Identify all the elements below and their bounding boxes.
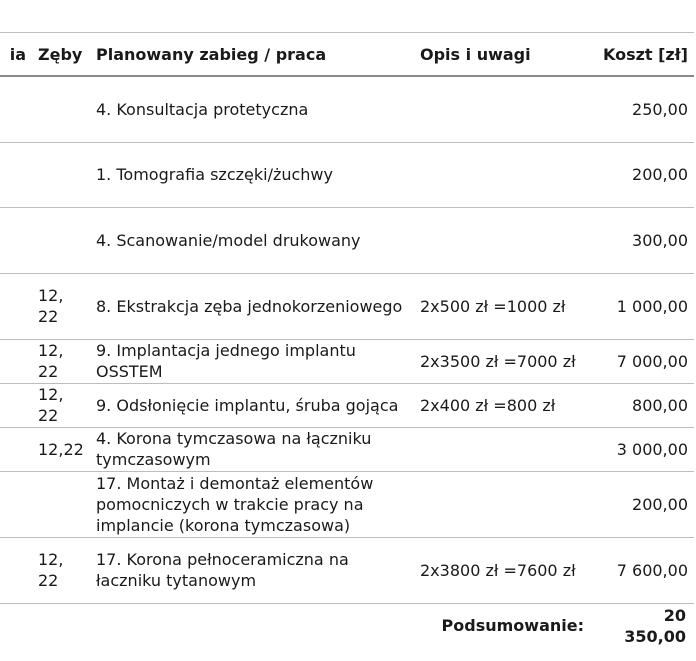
row-cost: 300,00 xyxy=(594,207,694,273)
table-row xyxy=(0,76,694,142)
row-teeth: 12, 22 xyxy=(32,383,90,427)
row-procedure: 4. Korona tymczasowa na łączniku tymczasowym xyxy=(90,427,414,471)
row-partial-cell xyxy=(0,142,32,207)
table-row xyxy=(0,339,694,383)
row-teeth: 12, 22 xyxy=(32,273,90,339)
header-cost: Koszt [zł] xyxy=(594,33,694,77)
row-partial-cell xyxy=(0,207,32,273)
summary-row xyxy=(0,603,694,648)
summary-label: Podsumowanie: xyxy=(441,616,584,635)
row-procedure: 1. Tomografia szczęki/żuchwy xyxy=(90,142,414,207)
table-row xyxy=(0,383,694,427)
header-teeth: Zęby xyxy=(32,33,90,77)
row-partial-cell xyxy=(0,273,32,339)
row-notes xyxy=(414,142,594,207)
table-row xyxy=(0,142,694,207)
row-notes xyxy=(414,207,594,273)
row-teeth: 12, 22 xyxy=(32,537,90,603)
row-notes xyxy=(414,471,594,537)
row-partial-cell xyxy=(0,537,32,603)
row-procedure: 4. Konsultacja protetyczna xyxy=(90,76,414,142)
row-partial-cell xyxy=(0,471,32,537)
row-procedure: 17. Montaż i demontaż elementów pomocniczych w trakcie pracy na implancie (korona tymczasowa) xyxy=(90,471,414,537)
row-notes: 2x500 zł =1000 zł xyxy=(414,273,594,339)
table-row xyxy=(0,471,694,537)
table-header-row xyxy=(0,33,694,77)
table-row xyxy=(0,427,694,471)
row-cost: 200,00 xyxy=(594,142,694,207)
row-teeth: 12, 22 xyxy=(32,339,90,383)
row-procedure: 8. Ekstrakcja zęba jednokorzeniowego xyxy=(90,273,414,339)
row-teeth xyxy=(32,142,90,207)
row-cost: 800,00 xyxy=(594,383,694,427)
row-cost: 200,00 xyxy=(594,471,694,537)
row-partial-cell xyxy=(0,76,32,142)
row-notes xyxy=(414,427,594,471)
row-teeth: 12,22 xyxy=(32,427,90,471)
row-partial-cell xyxy=(0,339,32,383)
row-teeth xyxy=(32,76,90,142)
row-cost: 7 600,00 xyxy=(594,537,694,603)
row-cost: 1 000,00 xyxy=(594,273,694,339)
row-procedure: 4. Scanowanie/model drukowany xyxy=(90,207,414,273)
row-partial-cell xyxy=(0,427,32,471)
row-cost: 3 000,00 xyxy=(594,427,694,471)
row-partial-cell xyxy=(0,383,32,427)
row-notes: 2x400 zł =800 zł xyxy=(414,383,594,427)
row-teeth xyxy=(32,207,90,273)
row-cost: 250,00 xyxy=(594,76,694,142)
treatment-plan-table xyxy=(0,32,694,648)
row-procedure: 17. Korona pełnoceramiczna na łaczniku tytanowym xyxy=(90,537,414,603)
row-procedure: 9. Implantacja jednego implantu OSSTEM xyxy=(90,339,414,383)
row-notes: 2x3800 zł =7600 zł xyxy=(414,537,594,603)
row-notes: 2x3500 zł =7000 zł xyxy=(414,339,594,383)
row-notes xyxy=(414,76,594,142)
table-row xyxy=(0,207,694,273)
row-procedure: 9. Odsłonięcie implantu, śruba gojąca xyxy=(90,383,414,427)
header-procedure: Planowany zabieg / praca xyxy=(90,33,414,77)
header-partial-column: ia xyxy=(0,33,32,77)
table-row xyxy=(0,273,694,339)
row-teeth xyxy=(32,471,90,537)
table-row xyxy=(0,537,694,603)
row-cost: 7 000,00 xyxy=(594,339,694,383)
header-notes: Opis i uwagi xyxy=(414,33,594,77)
summary-value: 20 350,00 xyxy=(624,605,686,646)
